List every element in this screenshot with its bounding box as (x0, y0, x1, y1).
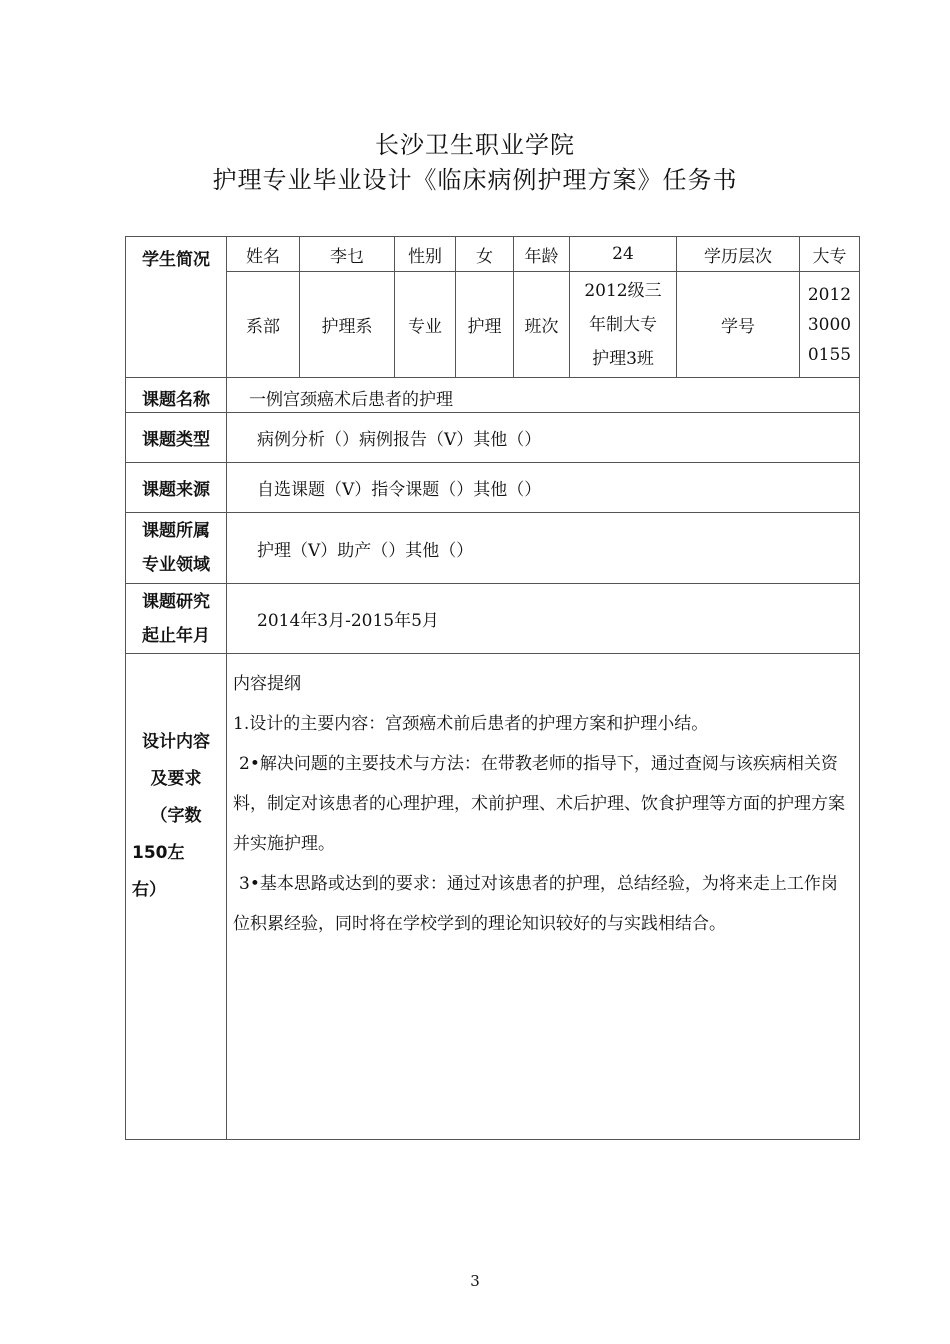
design-content-body (227, 654, 860, 1140)
class-value: 2012级三 年制大专 护理3班 (570, 272, 677, 378)
major-label: 专业 (395, 272, 456, 378)
topic-type-row (126, 413, 860, 463)
topic-field-label: 课题所属 专业领域 (126, 513, 227, 584)
topic-source-label: 课题来源 (126, 463, 227, 513)
edu-label: 学历层次 (677, 237, 800, 272)
student-section-label: 学生简况 (126, 237, 227, 378)
document-title: 护理专业毕业设计《临床病例护理方案》任务书 (212, 166, 738, 194)
outline-item-2: 2•解决问题的主要技术与方法：在带教老师的指导下，通过查阅与该疾病相关资料，制定对该患者的心理护理，术前护理、术后护理、饮食护理等方面的护理方案并实施护理。 (233, 754, 845, 854)
page-number: 3 (470, 1272, 480, 1290)
task-form-table (125, 236, 860, 1140)
edu-value: 大专 (800, 237, 860, 272)
topic-name-label: 课题名称 (126, 378, 227, 413)
dept-value: 护理系 (300, 272, 395, 378)
topic-name-row (126, 378, 860, 413)
gender-value: 女 (456, 237, 514, 272)
student-row-1 (126, 237, 860, 272)
name-label: 姓名 (227, 237, 300, 272)
major-value: 护理 (456, 272, 514, 378)
dept-label: 系部 (227, 272, 300, 378)
age-label: 年龄 (514, 237, 570, 272)
student-id-value: 2012 3000 0155 (800, 272, 860, 378)
topic-name-value: 一例宫颈癌术后患者的护理 (227, 378, 860, 413)
topic-source-row (126, 463, 860, 513)
gender-label: 性别 (395, 237, 456, 272)
topic-field-value: 护理（V）助产（）其他（） (227, 513, 860, 584)
student-row-2 (126, 272, 860, 378)
design-content-label: 设计内容 及要求 （字数 150左 右） (126, 654, 227, 1140)
id-label: 学号 (677, 272, 800, 378)
design-row (126, 654, 860, 1140)
age-value: 24 (570, 237, 677, 272)
topic-field-row (126, 513, 860, 584)
school-title: 长沙卫生职业学院 (375, 131, 575, 159)
outline-title: 内容提纲 (233, 674, 301, 694)
outline-item-1: 1.设计的主要内容：宫颈癌术前后患者的护理方案和护理小结。 (233, 714, 709, 734)
class-label: 班次 (514, 272, 570, 378)
topic-period-value: 2014年3月-2015年5月 (227, 584, 860, 654)
topic-period-label: 课题研究 起止年月 (126, 584, 227, 654)
topic-source-value: 自选课题（V）指令课题（）其他（） (227, 463, 860, 513)
topic-type-label: 课题类型 (126, 413, 227, 463)
topic-type-value: 病例分析（）病例报告（V）其他（） (227, 413, 860, 463)
outline-item-3: 3•基本思路或达到的要求：通过对该患者的护理，总结经验，为将来走上工作岗位积累经验，同时将在学校学到的理论知识较好的与实践相结合。 (233, 874, 838, 934)
name-value: 李乜 (300, 237, 395, 272)
topic-period-row (126, 584, 860, 654)
